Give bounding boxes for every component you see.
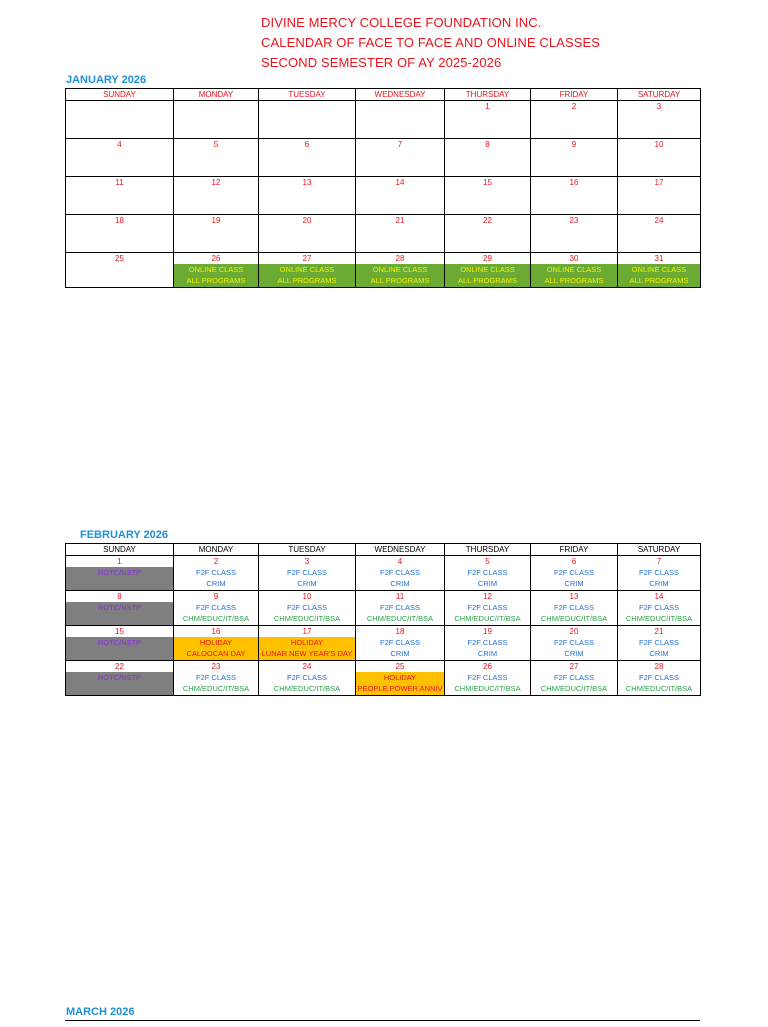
day-number: 23 <box>569 216 579 225</box>
day-event-label: F2F CLASS <box>553 603 594 612</box>
document-title <box>261 13 600 73</box>
day-number: 14 <box>654 592 664 601</box>
day-number: 21 <box>395 216 405 225</box>
day-event-detail: CRIM <box>390 649 410 658</box>
day-number: 13 <box>302 178 312 187</box>
day-event-label: F2F CLASS <box>286 603 327 612</box>
day-cell <box>259 215 356 253</box>
day-number: 7 <box>397 140 403 149</box>
day-cell <box>174 661 259 696</box>
day-event-label: F2F CLASS <box>467 568 508 577</box>
week-row <box>66 556 701 591</box>
weekday-header-tuesday: TUESDAY <box>259 89 356 101</box>
day-cell <box>356 215 445 253</box>
day-number: 30 <box>531 253 617 264</box>
day-cell <box>618 139 701 177</box>
weekday-header-friday: FRIDAY <box>531 89 618 101</box>
day-number: 21 <box>654 627 664 636</box>
day-event-detail: ALL PROGRAMS <box>370 276 430 285</box>
day-number: 9 <box>213 592 219 601</box>
day-cell <box>174 101 259 139</box>
day-number: 10 <box>302 592 312 601</box>
weekday-header-sunday: SUNDAY <box>66 89 174 101</box>
day-number: 29 <box>445 253 530 264</box>
weekday-header-row <box>66 544 701 556</box>
day-event-label: F2F CLASS <box>638 568 679 577</box>
day-number: 4 <box>397 557 403 566</box>
day-cell <box>174 591 259 626</box>
day-event-detail: CHM/EDUC/IT/BSA <box>454 684 521 693</box>
day-cell <box>259 139 356 177</box>
day-event-detail: CHM/EDUC/IT/BSA <box>540 614 608 623</box>
day-event-detail: LUNAR NEW YEAR'S DAY <box>261 649 353 658</box>
day-cell <box>356 253 445 288</box>
day-number: 12 <box>483 592 492 601</box>
day-number: 27 <box>259 253 355 264</box>
day-number: 20 <box>569 627 579 636</box>
day-cell <box>174 556 259 591</box>
day-number: 22 <box>483 216 492 225</box>
day-cell <box>259 591 356 626</box>
day-cell <box>259 626 356 661</box>
weekday-header-wednesday: WEDNESDAY <box>356 544 445 556</box>
day-cell <box>259 101 356 139</box>
day-event-label: F2F CLASS <box>553 673 594 682</box>
title-line-3: SECOND SEMESTER OF AY 2025-2026 <box>261 55 502 70</box>
day-event-label: F2F CLASS <box>467 603 508 612</box>
day-cell <box>618 591 701 626</box>
day-cell <box>531 253 618 288</box>
day-event-detail: CRIM <box>206 579 226 588</box>
day-event-label: ONLINE CLASS <box>372 265 428 274</box>
day-number: 26 <box>483 662 492 671</box>
day-event-detail: CHM/EDUC/IT/BSA <box>540 684 608 693</box>
day-event-label: ONLINE CLASS <box>631 265 687 274</box>
day-event-label: F2F CLASS <box>379 568 420 577</box>
day-event-detail: ALL PROGRAMS <box>629 276 689 285</box>
day-cell <box>66 253 174 288</box>
day-cell <box>259 556 356 591</box>
day-number: 19 <box>211 216 221 225</box>
day-cell <box>174 215 259 253</box>
day-cell <box>618 661 701 696</box>
week-row <box>66 139 701 177</box>
day-cell <box>531 101 618 139</box>
day-event-label: ONLINE CLASS <box>188 265 244 274</box>
day-event-detail: PEOPLE POWER ANNIV <box>357 684 443 693</box>
day-cell <box>618 253 701 288</box>
day-event-detail: CRIM <box>649 579 669 588</box>
day-cell <box>356 101 445 139</box>
day-number: 15 <box>66 626 173 637</box>
day-event-label: F2F CLASS <box>379 603 420 612</box>
day-cell <box>356 591 445 626</box>
day-event-detail: ALL PROGRAMS <box>186 276 246 285</box>
weekday-header-saturday: SATURDAY <box>618 89 701 101</box>
day-cell <box>66 591 174 626</box>
day-cell <box>174 139 259 177</box>
day-event-label: F2F CLASS <box>195 603 236 612</box>
month-label-february: FEBRUARY 2026 <box>80 529 169 541</box>
day-number: 1 <box>66 556 173 567</box>
day-number: 9 <box>571 140 577 149</box>
day-event-detail: CRIM <box>649 649 669 658</box>
day-cell <box>259 177 356 215</box>
day-number: 3 <box>656 102 662 111</box>
day-event-label: ROTC/NSTP <box>97 673 142 682</box>
day-event-detail: CHM/EDUC/IT/BSA <box>625 614 693 623</box>
day-cell <box>259 253 356 288</box>
day-event-label: ROTC/NSTP <box>97 603 142 612</box>
day-event-detail: CRIM <box>564 649 584 658</box>
day-number: 23 <box>211 662 221 671</box>
day-cell <box>259 661 356 696</box>
day-event-label: F2F CLASS <box>286 568 327 577</box>
day-cell <box>445 591 531 626</box>
day-event-label: F2F CLASS <box>553 568 594 577</box>
day-cell <box>445 139 531 177</box>
day-number: 1 <box>485 102 490 111</box>
day-number: 11 <box>395 592 405 601</box>
day-cell <box>531 591 618 626</box>
day-number: 28 <box>654 662 664 671</box>
day-number: 28 <box>356 253 444 264</box>
day-number: 8 <box>485 140 490 149</box>
day-cell <box>66 626 174 661</box>
day-event-label: F2F CLASS <box>638 603 679 612</box>
day-number: 3 <box>304 557 310 566</box>
day-number: 18 <box>115 216 124 225</box>
day-event-label: HOLIDAY <box>199 638 233 647</box>
day-number: 5 <box>213 140 219 149</box>
day-cell <box>356 556 445 591</box>
day-cell <box>174 253 259 288</box>
weekday-header-friday: FRIDAY <box>531 544 618 556</box>
day-cell <box>356 661 445 696</box>
day-number: 2 <box>571 102 577 111</box>
day-number: 16 <box>174 626 258 637</box>
day-cell <box>356 177 445 215</box>
day-event-label: F2F CLASS <box>195 673 236 682</box>
weekday-header-saturday: SATURDAY <box>618 544 701 556</box>
weekday-header-sunday: SUNDAY <box>66 544 174 556</box>
day-cell <box>618 177 701 215</box>
day-event-label: F2F CLASS <box>553 638 594 647</box>
day-event-detail: CHM/EDUC/IT/BSA <box>625 684 693 693</box>
day-event-label: HOLIDAY <box>383 673 417 682</box>
day-event-detail: ALL PROGRAMS <box>458 276 517 285</box>
day-event-detail: CRIM <box>297 579 317 588</box>
day-cell <box>618 626 701 661</box>
day-number: 24 <box>654 216 664 225</box>
weekday-header-wednesday: WEDNESDAY <box>356 89 445 101</box>
day-number: 7 <box>656 557 662 566</box>
day-number: 4 <box>117 140 122 149</box>
day-event-label: ONLINE CLASS <box>460 265 515 274</box>
day-number: 5 <box>485 557 490 566</box>
day-cell <box>66 101 174 139</box>
day-event-label: F2F CLASS <box>638 638 679 647</box>
day-event-label: ONLINE CLASS <box>279 265 335 274</box>
day-number: 18 <box>395 627 405 636</box>
weekday-header-thursday: THURSDAY <box>445 544 531 556</box>
day-cell <box>618 101 701 139</box>
day-cell <box>531 139 618 177</box>
day-number: 2 <box>213 557 219 566</box>
day-cell <box>531 556 618 591</box>
day-cell <box>356 626 445 661</box>
day-cell <box>531 626 618 661</box>
title-line-2: CALENDAR OF FACE TO FACE AND ONLINE CLASSES <box>261 35 601 50</box>
day-number: 19 <box>483 627 492 636</box>
day-event-detail: ALL PROGRAMS <box>544 276 604 285</box>
day-event-label: ROTC/NSTP <box>97 568 142 577</box>
weekday-header-row <box>66 89 701 101</box>
day-cell <box>66 215 174 253</box>
day-cell <box>618 556 701 591</box>
day-cell <box>531 177 618 215</box>
day-number: 12 <box>211 178 221 187</box>
day-cell <box>445 253 531 288</box>
day-number: 31 <box>618 253 700 264</box>
day-number: 14 <box>395 178 405 187</box>
day-event-detail: CHM/EDUC/IT/BSA <box>366 614 434 623</box>
day-number: 26 <box>174 253 258 264</box>
day-cell <box>531 661 618 696</box>
day-event-label: F2F CLASS <box>467 638 508 647</box>
title-line-1: DIVINE MERCY COLLEGE FOUNDATION INC. <box>261 15 542 30</box>
day-event-detail: CHM/EDUC/IT/BSA <box>182 614 250 623</box>
day-event-detail: ALL PROGRAMS <box>277 276 337 285</box>
day-event-label: ONLINE CLASS <box>546 265 602 274</box>
day-number: 22 <box>66 661 173 672</box>
calendar-february <box>65 543 701 696</box>
day-cell <box>66 177 174 215</box>
day-number: 25 <box>115 254 124 263</box>
day-number: 27 <box>569 662 579 671</box>
day-number: 24 <box>302 662 312 671</box>
day-cell <box>445 556 531 591</box>
weekday-header-thursday: THURSDAY <box>445 89 531 101</box>
month-label-january: JANUARY 2026 <box>66 74 147 86</box>
day-event-detail: CRIM <box>477 649 498 658</box>
day-cell <box>445 177 531 215</box>
day-cell <box>66 556 174 591</box>
day-cell <box>445 101 531 139</box>
day-number: 15 <box>483 178 492 187</box>
week-row <box>66 215 701 253</box>
day-cell <box>174 626 259 661</box>
week-row <box>66 661 701 696</box>
day-event-label: F2F CLASS <box>467 673 508 682</box>
week-row <box>66 253 701 288</box>
day-cell <box>618 215 701 253</box>
calendar-january <box>65 88 701 288</box>
day-cell <box>66 139 174 177</box>
day-cell <box>66 661 174 696</box>
day-number: 17 <box>259 626 355 637</box>
week-row <box>66 101 701 139</box>
day-event-label: HOLIDAY <box>290 638 324 647</box>
day-event-label: F2F CLASS <box>286 673 327 682</box>
day-cell <box>174 177 259 215</box>
day-event-detail: CHM/EDUC/IT/BSA <box>182 684 250 693</box>
day-event-label: ROTC/NSTP <box>97 638 142 647</box>
day-event-detail: CALOOCAN DAY <box>186 649 246 658</box>
day-event-label: F2F CLASS <box>638 673 679 682</box>
day-event-label: F2F CLASS <box>195 568 236 577</box>
day-number: 17 <box>654 178 664 187</box>
weekday-header-tuesday: TUESDAY <box>259 544 356 556</box>
day-event-detail: CRIM <box>390 579 410 588</box>
day-cell <box>445 215 531 253</box>
day-cell <box>445 626 531 661</box>
day-number: 11 <box>115 178 124 187</box>
day-number: 20 <box>302 216 312 225</box>
day-number: 25 <box>356 661 444 672</box>
day-number: 10 <box>654 140 664 149</box>
day-number: 8 <box>66 591 173 602</box>
day-number: 6 <box>571 557 577 566</box>
week-row <box>66 591 701 626</box>
week-row <box>66 626 701 661</box>
day-event-detail: CHM/EDUC/IT/BSA <box>454 614 521 623</box>
day-cell <box>356 139 445 177</box>
weekday-header-monday: MONDAY <box>174 89 259 101</box>
day-event-label: F2F CLASS <box>379 638 420 647</box>
day-event-detail: CRIM <box>477 579 498 588</box>
day-event-detail: CHM/EDUC/IT/BSA <box>273 614 341 623</box>
week-row <box>66 177 701 215</box>
month-label-march: MARCH 2026 <box>66 1006 135 1018</box>
day-number: 16 <box>569 178 579 187</box>
day-cell <box>531 215 618 253</box>
day-event-detail: CRIM <box>564 579 584 588</box>
weekday-header-monday: MONDAY <box>174 544 259 556</box>
day-event-detail: CHM/EDUC/IT/BSA <box>273 684 341 693</box>
day-number: 13 <box>569 592 579 601</box>
day-number: 6 <box>304 140 310 149</box>
day-cell <box>445 661 531 696</box>
